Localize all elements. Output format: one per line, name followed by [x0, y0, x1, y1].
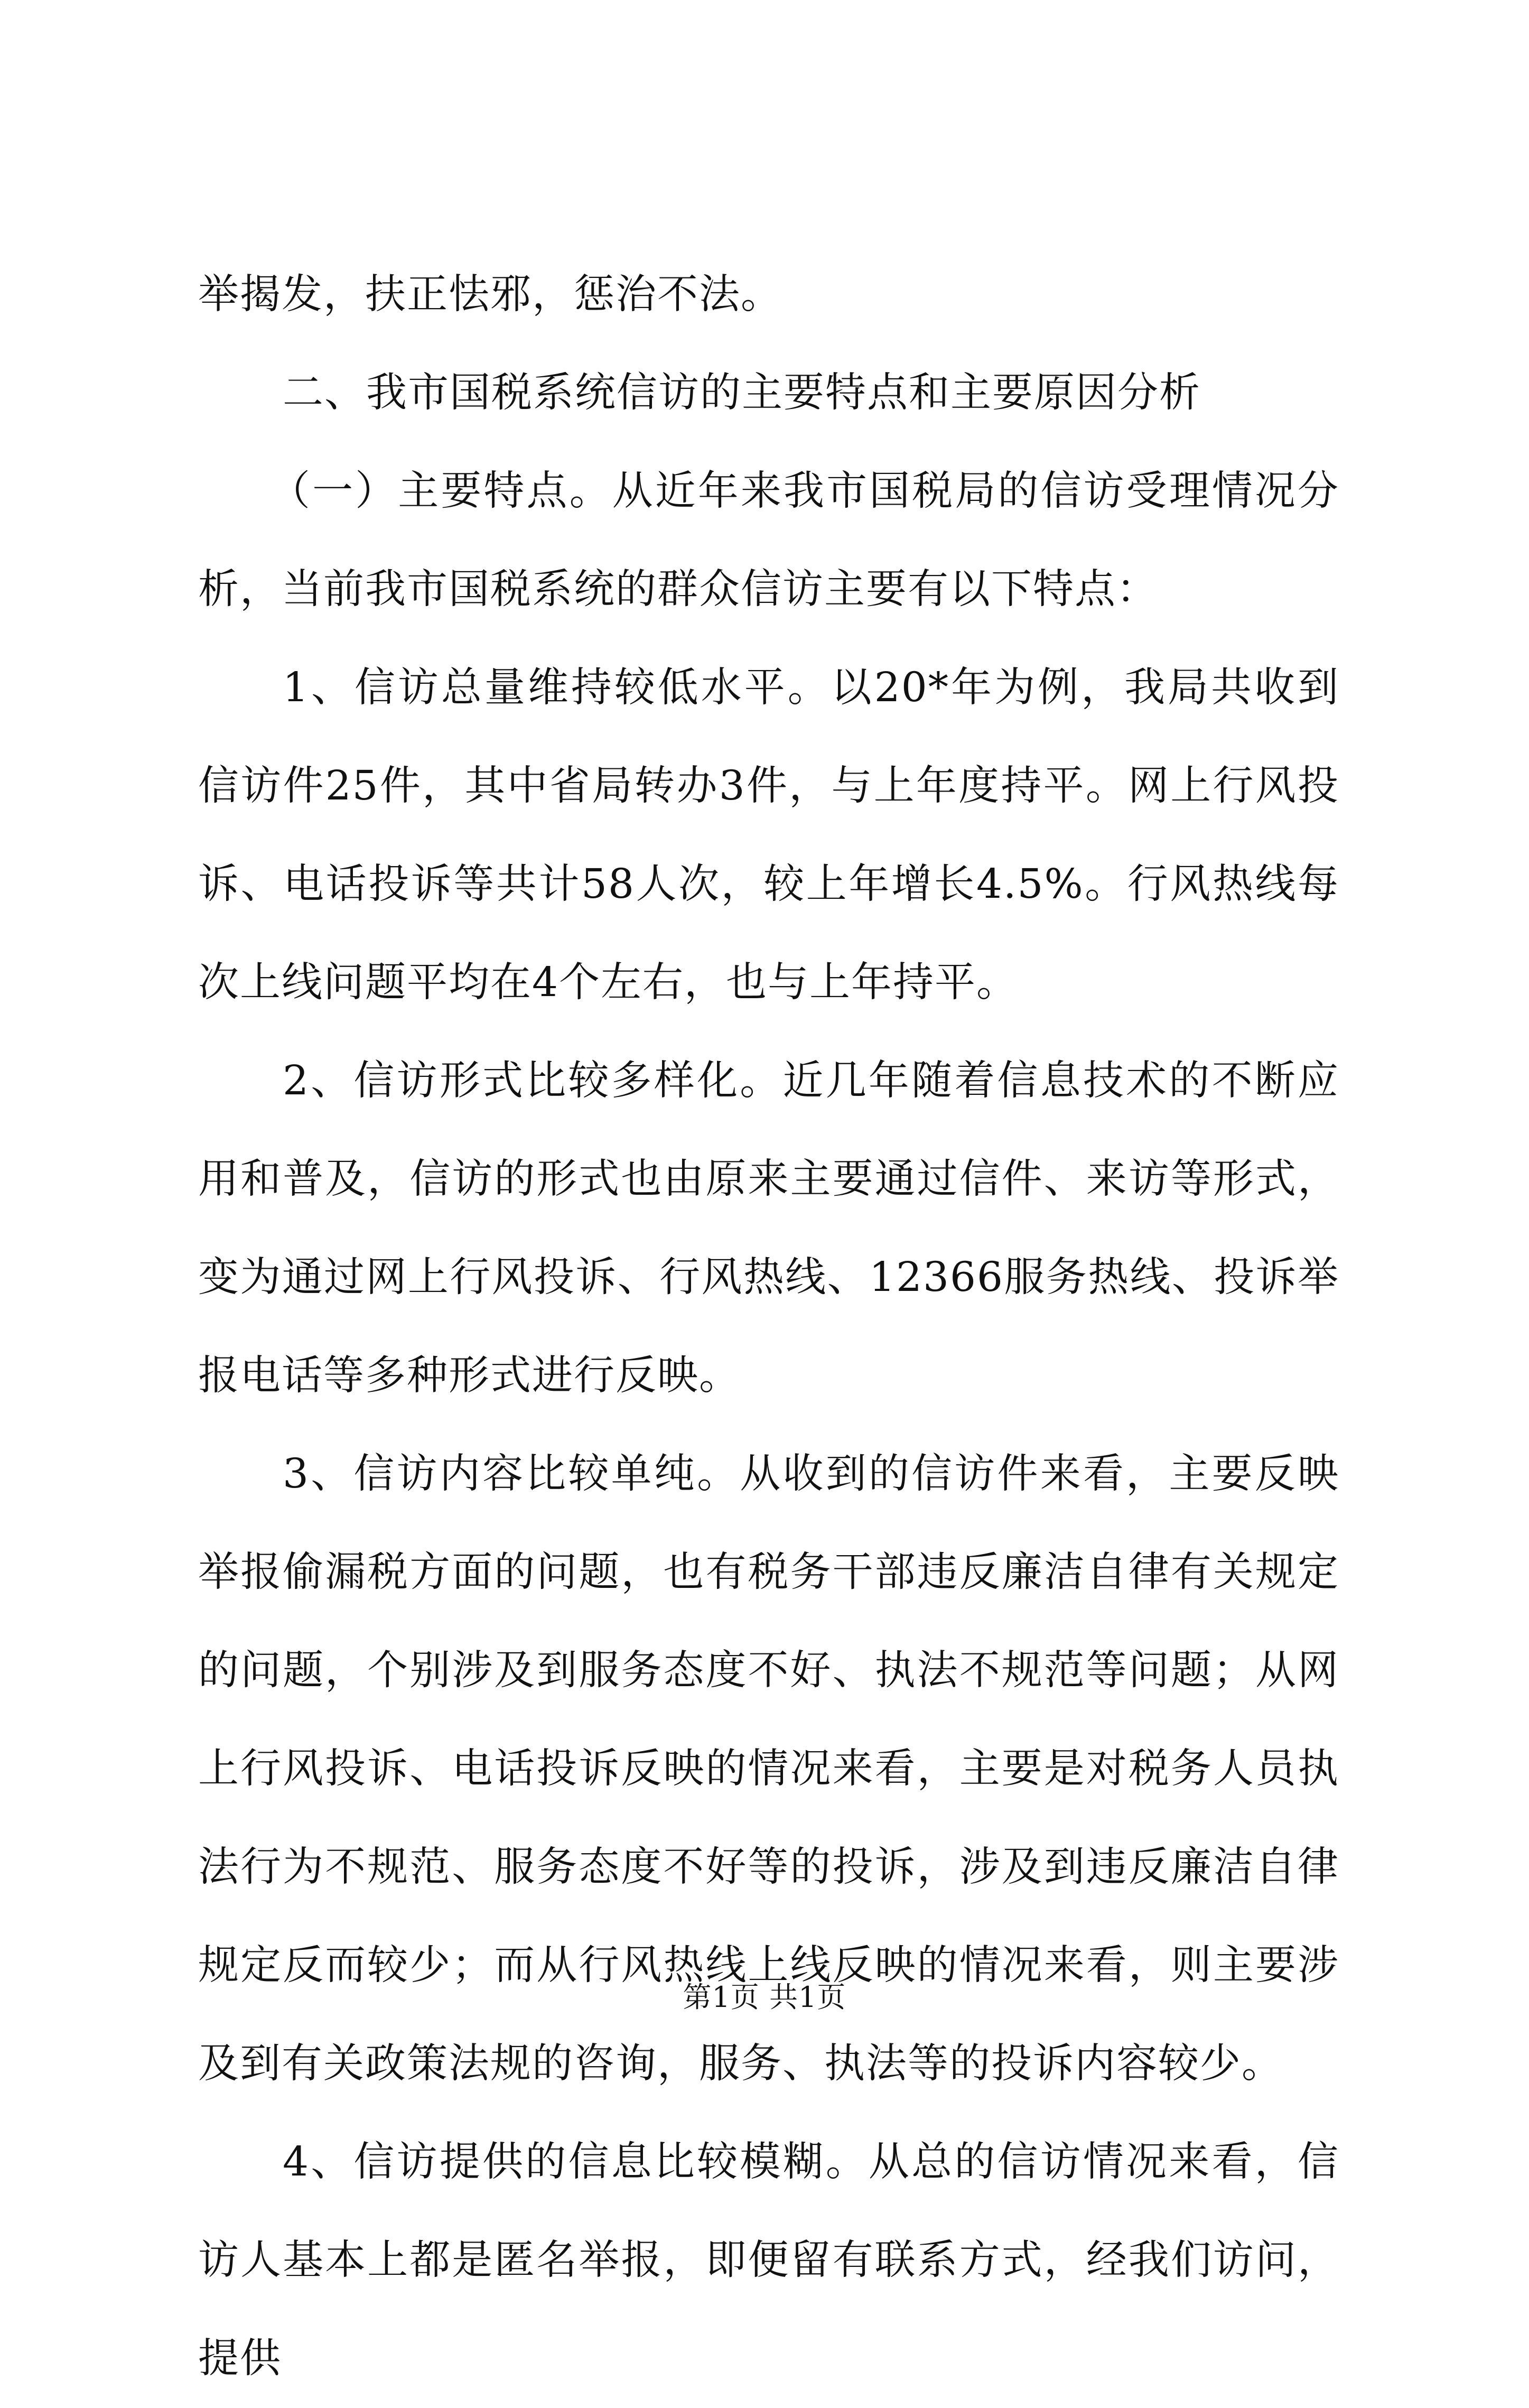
- paragraph-item-3: 3、信访内容比较单纯。从收到的信访件来看，主要反映举报偷漏税方面的问题，也有税务干部违反廉洁自律有关规定的问题，个别涉及到服务态度不好、执法不规范等问题；从网上行风投诉、电话投诉反映的情况来看，主要是对税务人员执法行为不规范、服务态度不好等的投诉，涉及到违反廉洁自律规定反而较少；而从行风热线上线反映的情况来看，则主要涉及到有关政策法规的咨询，服务、执法等的投诉内容较少。: [198, 1451, 1339, 2087]
- section-heading: 二、我市国税系统信访的主要特点和主要原因分析: [283, 369, 1201, 416]
- subsection-heading-paragraph: （一）主要特点。从近年来我市国税局的信访受理情况分析，当前我市国税系统的群众信访主要有以下特点：: [198, 468, 1339, 613]
- document-body: [198, 246, 1339, 2408]
- paragraph-continuation: 举揭发，扶正怯邪，惩治不法。: [198, 271, 782, 318]
- page-footer: 第1页 共1页: [683, 1981, 846, 2014]
- paragraph-item-4: 4、信访提供的信息比较模糊。从总的信访情况来看，信访人基本上都是匿名举报，即便留有联系方式，经我们访问，提供: [198, 2139, 1339, 2382]
- paragraph-item-1: 1、信访总量维持较低水平。以20*年为例，我局共收到信访件25件，其中省局转办3件，与上年度持平。网上行风投诉、电话投诉等共计58人次，较上年增长4.5%。行风热线每次上线问题平均在4个左右，也与上年持平。: [198, 664, 1339, 1006]
- paragraph-item-2: 2、信访形式比较多样化。近几年随着信息技术的不断应用和普及，信访的形式也由原来主要通过信件、来访等形式，变为通过网上行风投诉、行风热线、12366服务热线、投诉举报电话等多种形式进行反映。: [198, 1057, 1339, 1399]
